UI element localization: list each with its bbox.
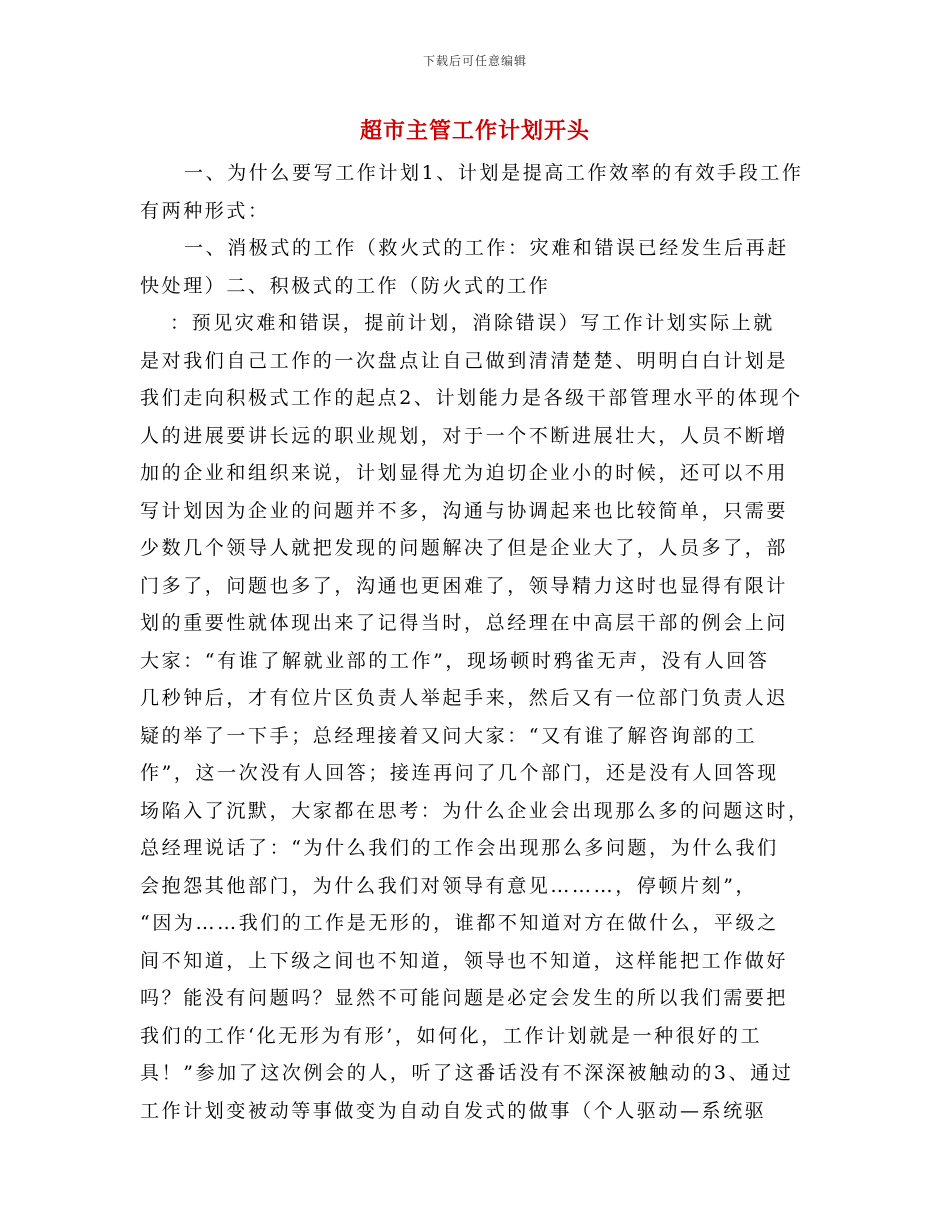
paragraph-line: 加的企业和组织来说，计划显得尤为迫切企业小的时候，还可以不用	[140, 462, 789, 484]
paragraph-line: 间不知道，上下级之间也不知道，领导也不知道，这样能把工作做好	[140, 949, 789, 972]
paragraph-line: 吗？能没有问题吗？显然不可能问题是必定会发生的所以我们需要把	[140, 987, 789, 1009]
paragraph-line: 是对我们自己工作的一次盘点让自己做到清清楚楚、明明白白计划是	[140, 349, 789, 372]
paragraph-line: 门多了，问题也多了，沟通也更困难了，领导精力这时也显得有限计	[140, 574, 789, 597]
paragraph-line: 会抱怨其他部门，为什么我们对领导有意见………，停顿片刻”，	[140, 874, 758, 897]
paragraph-line: 疑的举了一下手；总经理接着又问大家：“又有谁了解咨询部的工	[140, 724, 758, 747]
paragraph-line: 总经理说话了：“为什么我们的工作会出现那么多问题，为什么我们	[140, 837, 779, 859]
page-header-note: 下载后可任意编辑	[422, 54, 527, 68]
paragraph-line: 写计划因为企业的问题并不多，沟通与协调起来也比较简单，只需要	[140, 499, 789, 522]
paragraph-line: 几秒钟后，才有位片区负责人举起手来，然后又有一位部门负责人迟	[140, 687, 789, 709]
paragraph-line: 有两种形式：	[140, 199, 270, 222]
paragraph-line: 作”，这一次没有人回答；接连再问了几个部门，还是没有人回答现	[140, 762, 779, 784]
paragraph-line: 少数几个领导人就把发现的问题解决了但是企业大了，人员多了，部	[140, 537, 789, 559]
paragraph-line: 人的进展要讲长远的职业规划，对于一个不断进展壮大，人员不断增	[140, 424, 789, 447]
paragraph-line: 我们走向积极式工作的起点2、计划能力是各级干部管理水平的体现个	[140, 387, 803, 409]
document-title: 超市主管工作计划开头	[359, 119, 590, 144]
paragraph-line: “因为……我们的工作是无形的，谁都不知道对方在做什么，平级之	[140, 912, 779, 934]
paragraph-line: 划的重要性就体现出来了记得当时，总经理在中高层干部的例会上问	[140, 612, 789, 634]
paragraph-line: ：预见灾难和错误，提前计划，消除错误）写工作计划实际上就	[170, 312, 775, 334]
paragraph-line: 快处理）二、积极式的工作（防火式的工作	[140, 274, 551, 297]
paragraph-line: 我们的工作‘化无形为有形’，如何化，工作计划就是一种很好的工	[140, 1024, 763, 1047]
paragraph-line: 一、为什么要写工作计划1、计划是提高工作效率的有效手段工作	[184, 162, 804, 184]
paragraph-line: 一、消极式的工作（救火式的工作：灾难和错误已经发生后再赶	[184, 237, 789, 259]
paragraph-line: 场陷入了沉默，大家都在思考：为什么企业会出现那么多的问题这时，	[140, 799, 810, 822]
document-body	[140, 155, 810, 1130]
paragraph-line: 工作计划变被动等事做变为自动自发式的做事（个人驱动—系统驱	[140, 1099, 767, 1122]
paragraph-line: 大家：“有谁了解就业部的工作”，现场顿时鸦雀无声，没有人回答	[140, 649, 770, 672]
paragraph-line: 具！”参加了这次例会的人，听了这番话没有不深深被触动的3、通过	[140, 1062, 794, 1084]
